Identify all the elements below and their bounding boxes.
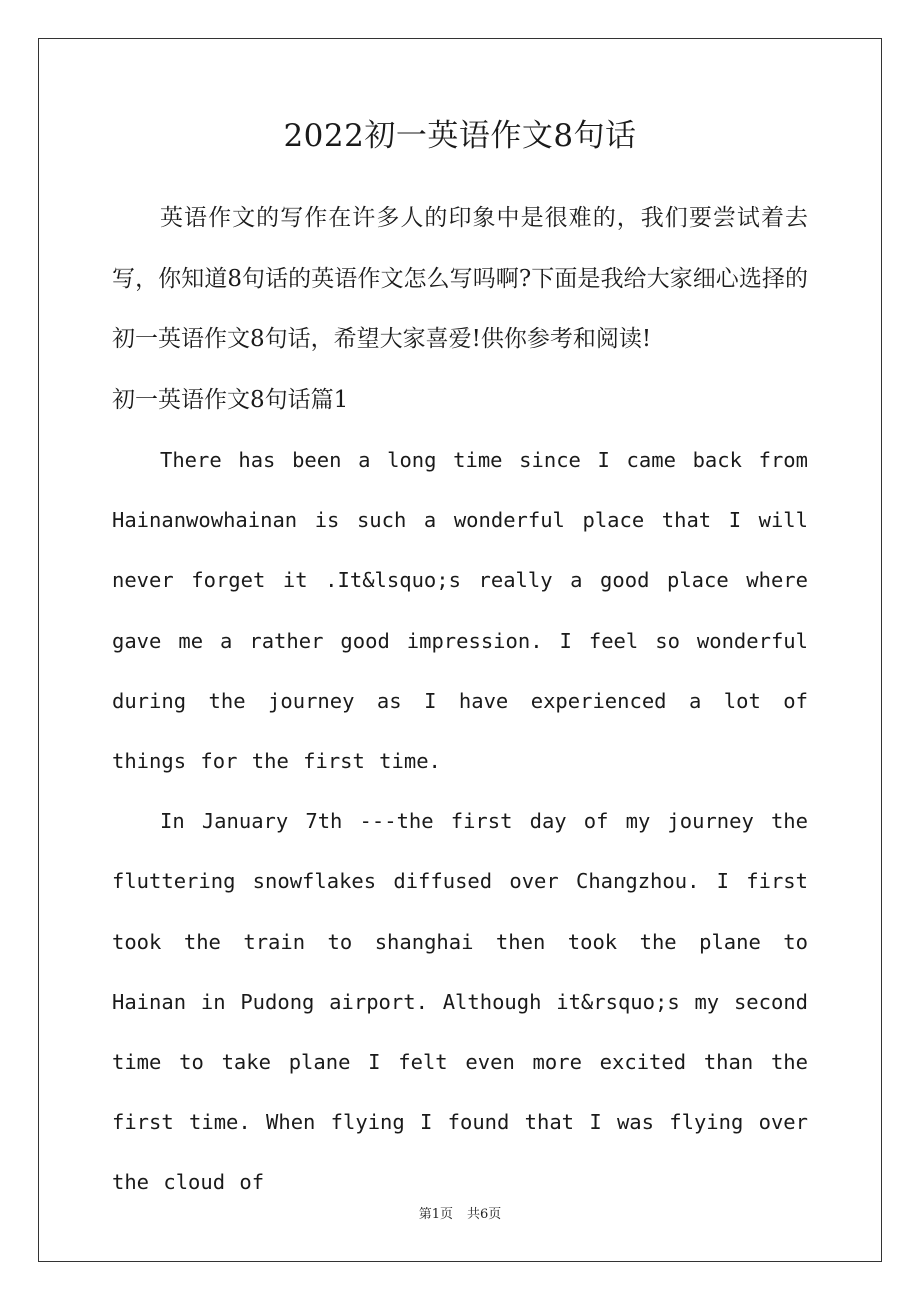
total-pages: 6 [480,1207,489,1222]
page-prefix: 第 [418,1207,432,1222]
intro-paragraph: 英语作文的写作在许多人的印象中是很难的，我们要尝试着去写，你知道8句话的英语作文怎么写吗啊?下面是我给大家细心选择的初一英语作文8句话，希望大家喜爱!供你参考和阅读! [112,205,808,352]
section-heading: 初一英语作文8句话篇1 [112,386,349,413]
total-suffix: 页 [488,1207,502,1222]
total-prefix: 共 [467,1207,481,1222]
body-paragraph-1: There has been a long time since I came back from Hainanwowhainan is such a wonderful place that I will never forget it .It&lsquo;s really a good place where gave me a rather good impression. I feel so wonderful during the journey as I have experienced a lot of things for the first time. [112,448,808,774]
body-paragraph-2: In January 7th ---the first day of my journey the fluttering snowflakes diffused over Changzhou. I first took the train to shanghai then took the plane to Hainan in Pudong airport. Although it&rsquo;s my second time to take plane I felt even more excited than the first time. When flying I found that I was flying over the cloud of [112,809,808,1195]
page-footer [0,1205,920,1225]
document-title: 2022初一英语作文8句话 [283,118,637,154]
page-suffix: 页 [439,1207,453,1222]
document-body [112,188,808,1213]
page-number: 1 [431,1207,440,1222]
